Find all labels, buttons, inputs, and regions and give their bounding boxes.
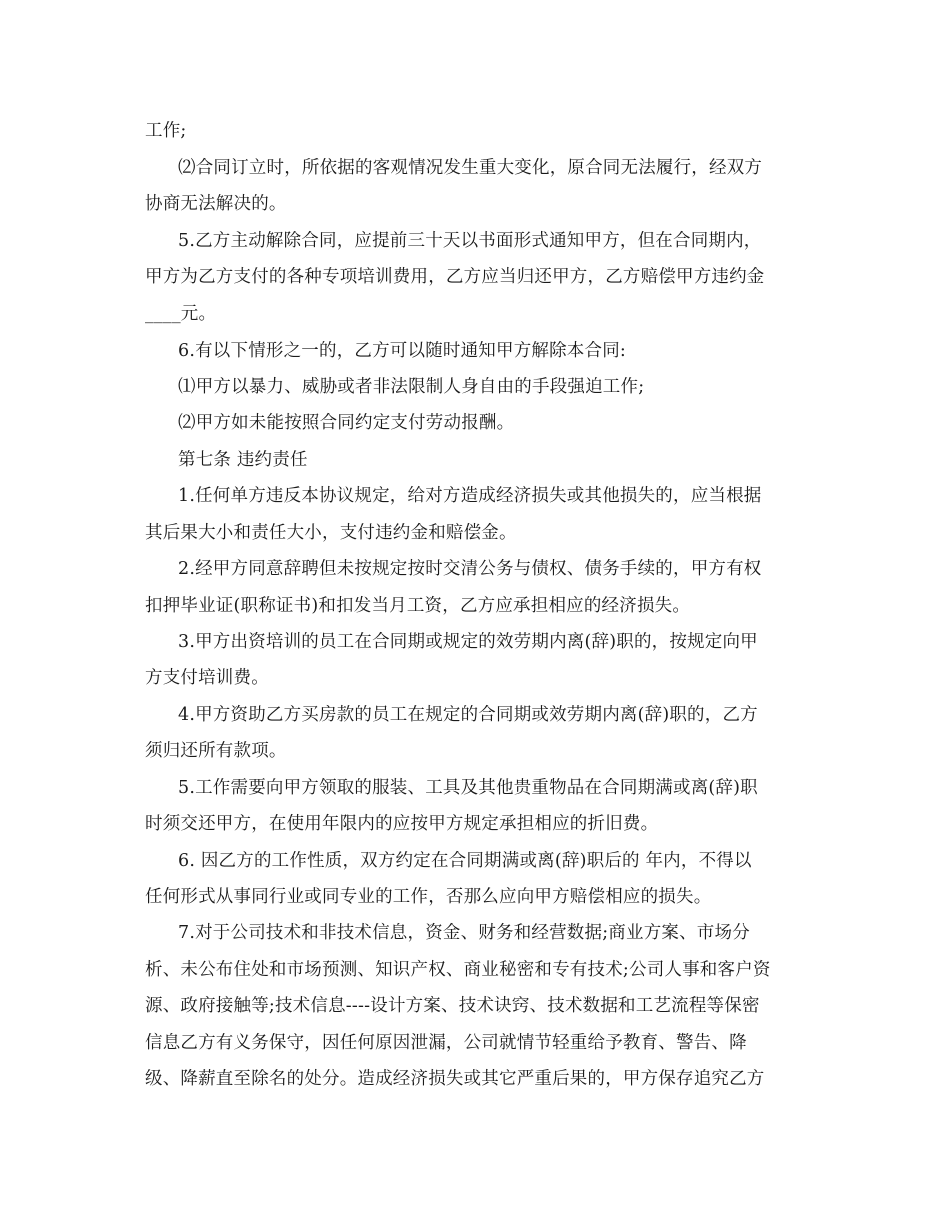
text-line: 时须交还甲方，在使用年限内的应按甲方规定承担相应的折旧费。: [145, 814, 659, 834]
text-line: ⑵甲方如未能按照合同约定支付劳动报酬。: [178, 413, 515, 433]
text-line: 扣押毕业证(职称证书)和扣发当月工资，乙方应承担相应的经济损失。: [145, 596, 691, 616]
text-line: 任何形式从事同行业或同专业的工作，否那么应向甲方赔偿相应的损失。: [145, 887, 712, 907]
text-line: 甲方为乙方支付的各种专项培训费用，乙方应当归还甲方，乙方赔偿甲方违约金: [145, 267, 765, 287]
text-line: 工作;: [145, 121, 187, 141]
text-line: 4.甲方资助乙方买房款的员工在规定的合同期或效劳期内离(辞)职的，乙方: [178, 705, 758, 725]
text-line: 析、未公布住处和市场预测、知识产权、商业秘密和专有技术;公司人事和客户资: [145, 960, 771, 980]
text-line: 协商无法解决的。: [145, 194, 287, 214]
text-line: 5.工作需要向甲方领取的服装、工具及其他贵重物品在合同期满或离(辞)职: [178, 778, 758, 798]
text-line: 7.对于公司技术和非技术信息，资金、财务和经营数据;商业方案、市场分: [178, 923, 750, 943]
text-line: ____元。: [145, 304, 217, 324]
text-line: 5.乙方主动解除合同，应提前三十天以书面形式通知甲方，但在合同期内，: [178, 231, 762, 251]
text-line: 须归还所有款项。: [145, 741, 287, 761]
text-line: ⑴甲方以暴力、威胁或者非法限制人身自由的手段强迫工作;: [178, 377, 645, 397]
text-line: 6. 因乙方的工作性质，双方约定在合同期满或离(辞)职后的 年内，不得以: [178, 851, 752, 871]
text-line: 6.有以下情形之一的，乙方可以随时通知甲方解除本合同:: [178, 341, 626, 361]
text-line: 3.甲方出资培训的员工在合同期或规定的效劳期内离(辞)职的，按规定向甲: [178, 632, 758, 652]
text-line: 源、政府接触等;技术信息----设计方案、技术诀窍、技术数据和工艺流程等保密: [145, 996, 760, 1016]
text-line: 信息乙方有义务保守，因任何原因泄漏，公司就情节轻重给予教育、警告、降: [145, 1033, 747, 1053]
text-line: 1.任何单方违反本协议规定，给对方造成经济损失或其他损失的，应当根据: [178, 486, 762, 506]
text-line: 方支付培训费。: [145, 668, 269, 688]
section-heading: 第七条 违约责任: [178, 450, 308, 470]
text-line: 2.经甲方同意辞聘但未按规定按时交清公务与债权、债务手续的，甲方有权: [178, 559, 762, 579]
text-line: 级、降薪直至除名的处分。造成经济损失或其它严重后果的，甲方保存追究乙方: [145, 1069, 765, 1089]
text-line: 其后果大小和责任大小，支付违约金和赔偿金。: [145, 523, 517, 543]
text-line: ⑵合同订立时，所依据的客观情况发生重大变化，原合同无法履行，经双方: [178, 158, 763, 178]
